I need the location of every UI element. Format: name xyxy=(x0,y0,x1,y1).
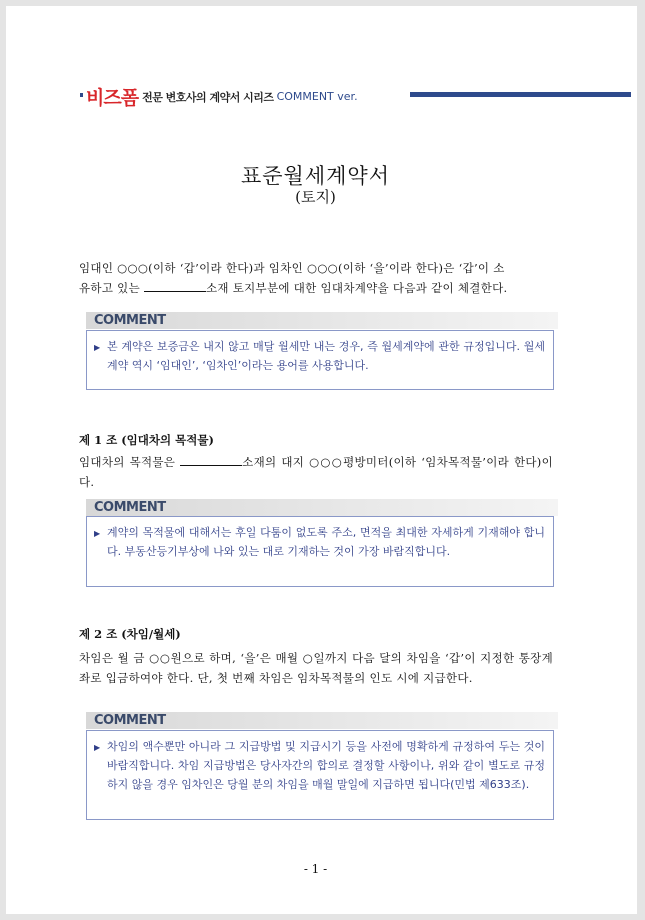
series-header xyxy=(86,83,358,110)
article-body xyxy=(79,452,553,492)
article-heading: 제 2 조 (차임/월세) xyxy=(79,627,181,641)
header-rule-left xyxy=(80,93,83,97)
blank-field xyxy=(144,279,206,292)
article-body: 차임은 월 금 ○○원으로 하며, ‘을’은 매월 ○일까지 다음 달의 차임을 ‘갑’이 지정한 통장계좌로 입금하여야 한다. 단, 첫 번째 차임은 임차목적물의 인도 시에 지급한다. xyxy=(79,651,553,685)
document-title: 표준월세계약서 xyxy=(240,164,390,188)
comment-text: 계약의 목적물에 대해서는 후일 다툼이 없도록 주소, 면적을 최대한 자세하게 기재해야 합니다. 부동산등기부상에 나와 있는 대로 기재하는 것이 가장 바람직합니다. xyxy=(107,526,545,558)
comment-box xyxy=(86,730,554,820)
blank-field xyxy=(180,453,242,466)
intro-paragraph xyxy=(79,258,553,298)
comment-label: COMMENT xyxy=(86,312,558,329)
comment-label: COMMENT xyxy=(86,499,558,516)
intro-text: 소재 토지부분에 대한 임대차계약을 다음과 같이 체결한다. xyxy=(205,281,508,295)
series-name: 전문 변호사의 계약서 시리즈 xyxy=(142,90,274,104)
triangle-bullet-icon: ▶ xyxy=(94,743,101,752)
comment-text: 본 계약은 보증금은 내지 않고 매달 월세만 내는 경우, 즉 월세계약에 관한 규정입니다. 월세계약 역시 ‘임대인’, ‘임차인’이라는 용어를 사용합니다. xyxy=(107,340,545,372)
header-rule-right xyxy=(410,92,631,97)
brand-logo: 비즈폼 xyxy=(86,87,139,109)
article-text: 임대차의 목적물은 xyxy=(79,455,176,469)
intro-text: 임대인 ○○○(이하 ‘갑’이라 한다)과 임차인 ○○○(이하 ‘을’이라 한다)은 ‘갑’이 소 xyxy=(79,261,505,275)
comment-text: 차임의 액수뿐만 아니라 그 지급방법 및 지급시기 등을 사전에 명확하게 규정하여 두는 것이 바람직합니다. 차임 지급방법은 당사자간의 합의로 결정할 사항이나, 위와 같이 별도로 규정하지 않을 경우 임차인은 당월 분의 차임을 매월 말일에 지급하면 됩니다(민법 제633조). xyxy=(107,740,545,791)
version-label: COMMENT ver. xyxy=(276,90,358,103)
comment-box xyxy=(86,516,554,587)
comment-box xyxy=(86,330,554,390)
triangle-bullet-icon: ▶ xyxy=(94,343,101,352)
comment-label: COMMENT xyxy=(86,712,558,729)
document-subtitle: (토지) xyxy=(295,188,336,206)
triangle-bullet-icon: ▶ xyxy=(94,529,101,538)
article-text: 소재의 대지 ○○○평방미터(이하 ‘임차목적물’이라 한다)이다. xyxy=(79,455,553,489)
page-number: - 1 - xyxy=(303,862,328,876)
article-heading: 제 1 조 (임대차의 목적물) xyxy=(79,433,214,447)
intro-text: 유하고 있는 xyxy=(79,281,140,295)
